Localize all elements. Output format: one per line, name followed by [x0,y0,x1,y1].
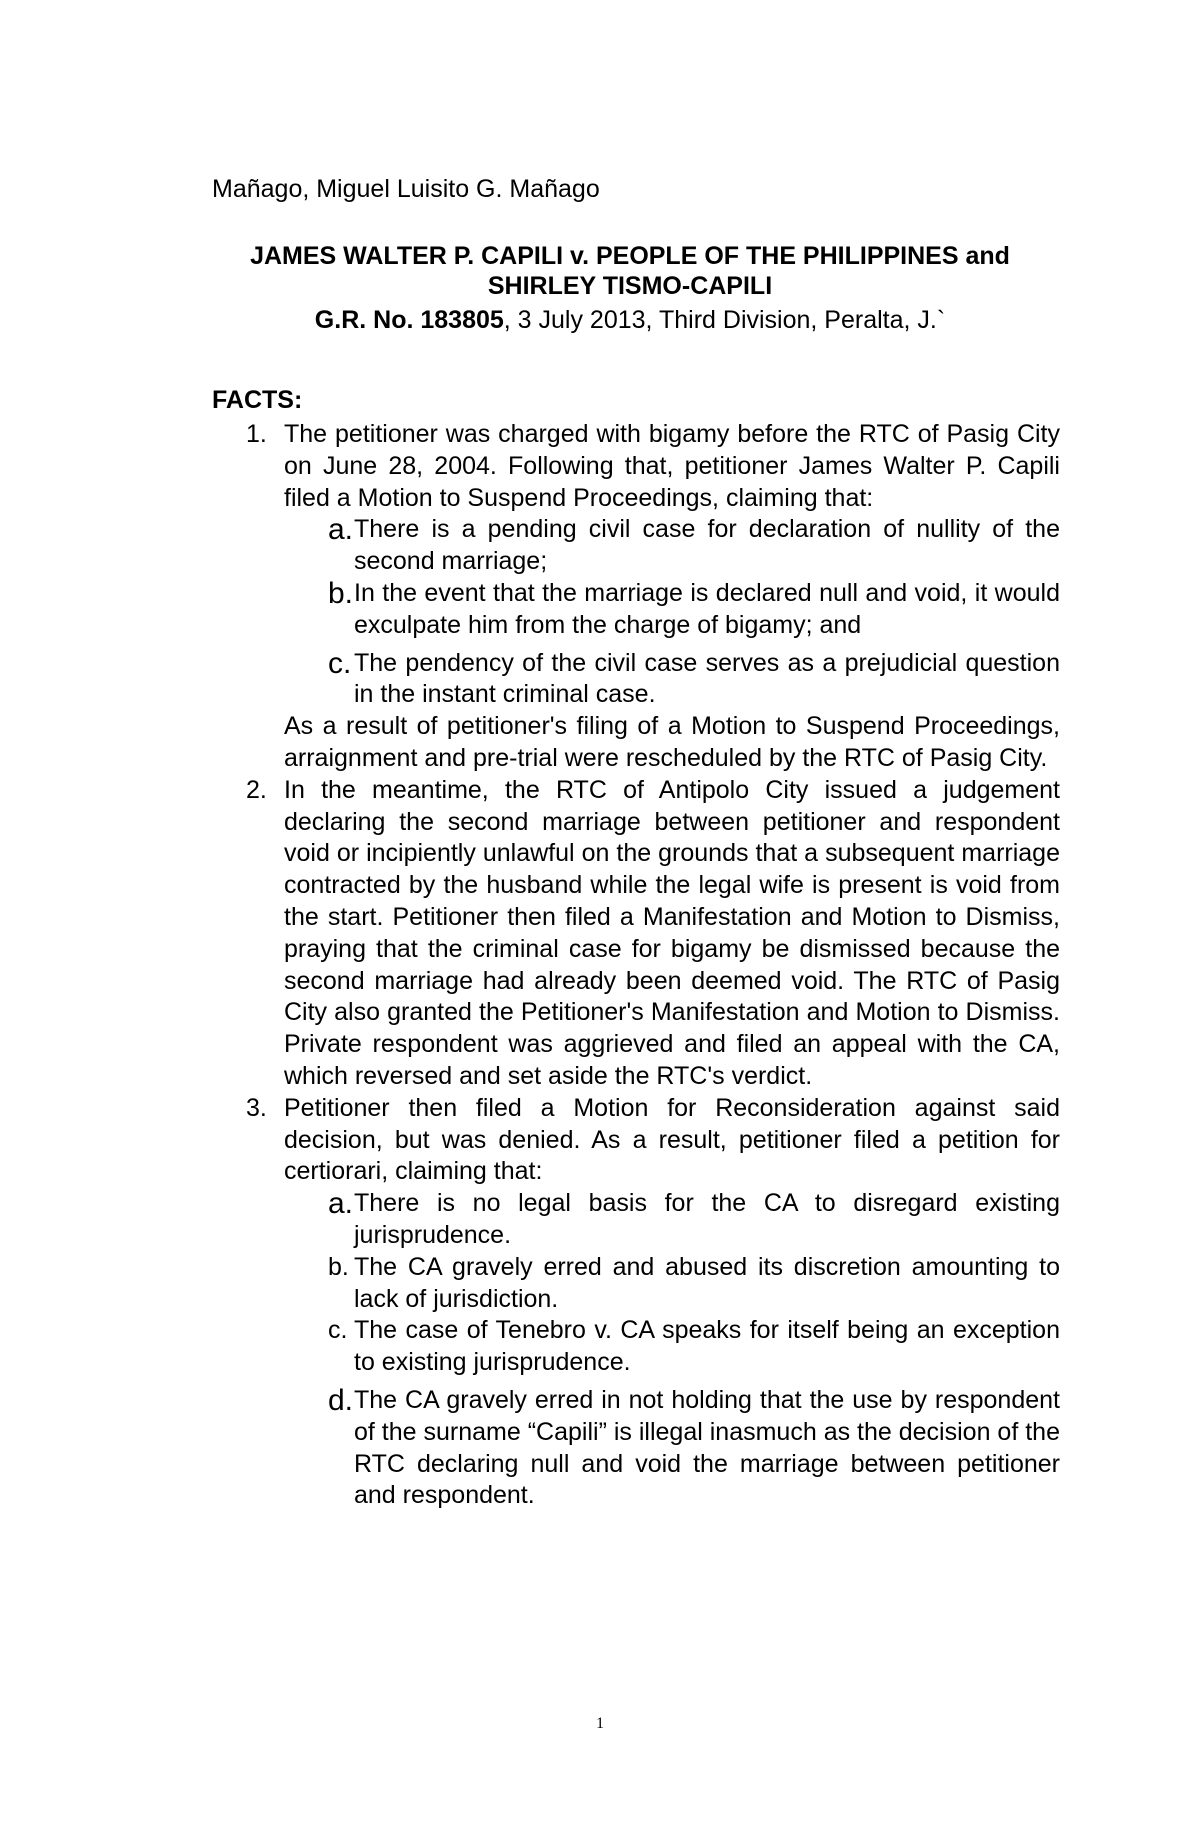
case-citation [190,305,1070,335]
fact-1-sublist [284,514,1060,711]
fact-item-1 [212,419,1060,775]
gr-number: G.R. No. 183805 [314,306,504,334]
case-title-block [190,241,1070,335]
sub-item-text: There is a pending civil case for declaration of nullity of the second marriage; [354,515,1060,576]
fact-3-sublist [284,1188,1060,1512]
sub-item-b [284,1252,1060,1316]
citation-details: , 3 July 2013, Third Division, Peralta, J.` [503,306,946,334]
sub-item-text: In the event that the marriage is declared null and void, it would exculpate him from the charge of bigamy; and [354,578,1060,639]
sub-item-text: The case of Tenebro v. CA speaks for itself being an exception to existing jurisprudence. [354,1316,1060,1377]
sub-item-letter: c. [328,646,352,680]
sub-item-b [284,578,1060,642]
facts-list [212,419,1060,1512]
sub-item-text: The CA gravely erred and abused its discretion amounting to lack of jurisdiction. [354,1252,1060,1313]
sub-item-a [284,1188,1060,1252]
sub-item-text: There is no legal basis for the CA to disregard existing jurisprudence. [354,1189,1060,1249]
fact-item-3 [212,1093,1060,1512]
sub-item-text: The pendency of the civil case serves as a prejudicial question in the instant criminal case. [354,648,1060,709]
fact-continuation: As a result of petitioner's filing of a Motion to Suspend Proceedings, arraignment and pre-trial were rescheduled by the RTC of Pasig City. [284,712,1060,772]
sub-item-c [284,648,1060,712]
case-title-line-2: SHIRLEY TISMO-CAPILI [487,272,773,300]
case-title-line-1: JAMES WALTER P. CAPILI v. PEOPLE OF THE PHILIPPINES and [250,242,1010,270]
sub-item-letter: c. [328,1316,348,1345]
fact-item-2 [212,775,1060,1093]
fact-text: The petitioner was charged with bigamy before the RTC of Pasig City on June 28, 2004. Following that, petitioner James Walter P. Capili filed a Motion to Suspend Proceedings, claiming that: [284,420,1060,512]
sub-item-d [284,1385,1060,1512]
page-number: 1 [596,1715,604,1732]
fact-text: Petitioner then filed a Motion for Reconsideration against said decision, but was denied. As a result, petitioner filed a petition for certiorari, claiming that: [284,1093,1060,1186]
fact-text: In the meantime, the RTC of Antipolo City issued a judgement declaring the second marriage between petitioner and respondent void or incipiently unlawful on the grounds that a subsequent marriage contracted by the husband while the legal wife is present is void from the start. Petitioner then filed a Manifestation and Motion to Dismiss, praying that the criminal case for bigamy be dismissed because the second marriage had already been deemed void. The RTC of Pasig City also granted the Petitioner's Manifestation and Motion to Dismiss. Private respondent was aggrieved and filed an appeal with the CA, which reversed and set aside the RTC's verdict. [284,775,1060,1090]
sub-item-a [284,514,1060,578]
author-line: Mañago, Miguel Luisito G. Mañago [212,175,600,203]
sub-item-letter: a. [328,1187,354,1221]
fact-number: 3. [246,1093,267,1122]
fact-number: 2. [246,775,267,804]
facts-heading: FACTS: [212,386,303,414]
sub-item-text: The CA gravely erred in not holding that the use by respondent of the surname “Capili” is illegal inasmuch as the decision of the RTC declaring null and void the marriage between petitioner and respondent. [354,1385,1060,1510]
sub-item-letter: d. [328,1383,354,1417]
sub-item-c [284,1315,1060,1379]
sub-item-letter: b. [328,1252,349,1281]
sub-item-letter: a. [328,513,354,547]
sub-item-letter: b. [328,576,354,610]
fact-number: 1. [246,420,267,448]
